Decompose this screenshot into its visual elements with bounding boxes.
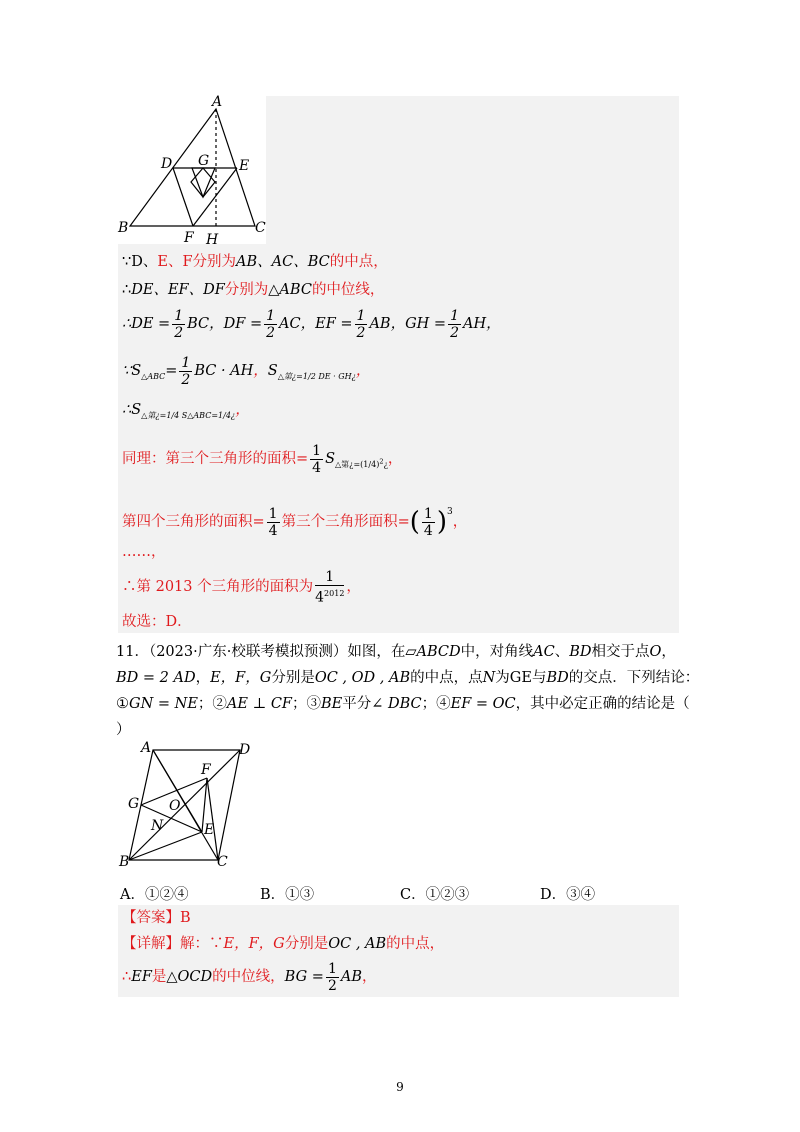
sol-ellipsis: ……， bbox=[122, 544, 166, 560]
label-F: F bbox=[201, 762, 211, 778]
label-C: C bbox=[255, 220, 266, 236]
q11-midline: ∴EF是△OCD的中位线，BG = $\frac{1}{2}$ AB， bbox=[122, 960, 377, 994]
label-D: D bbox=[161, 156, 173, 172]
sol-equations: ∴DE = $\frac{1}{2}$ BC，DF = $\frac{1}{2}$ AC，EF = $\frac{1}{2}$ AB，GH = $\frac{1}{2}$ AH， bbox=[122, 307, 501, 341]
q11-line4: ） bbox=[116, 722, 131, 738]
sol-fourth-triangle: 第四个三角形的面积= $\frac{1}{4}$ 第三个三角形面积=( $\frac{1}{4}$ )$^3$， bbox=[122, 505, 468, 539]
label-N: N bbox=[151, 818, 164, 834]
page-number: 9 bbox=[396, 1080, 404, 1094]
label-H: H bbox=[206, 232, 219, 246]
sol-so-area: $\therefore S_{\triangle 第¿=1/4 S\triangle ABC=1/4¿}$， bbox=[122, 402, 250, 420]
label-E: E bbox=[239, 158, 250, 174]
choice-d: D．③④ bbox=[540, 887, 596, 903]
label-B: B bbox=[119, 854, 130, 870]
label-A: A bbox=[212, 94, 223, 110]
sol-area-formula: $\because S_{\triangle ABC}=$ $\frac{1}{2}$ BC · AH，$S_{\triangle 第¿=1/2 DE \cdot GH¿}$， bbox=[122, 354, 371, 388]
q11-detail: 【详解】解：∵E，F，G分别是OC , AB的中点， bbox=[122, 936, 445, 952]
label-C: C bbox=[217, 854, 228, 870]
sol-answer: 故选：D． bbox=[122, 614, 192, 630]
label-G: G bbox=[198, 153, 210, 169]
sol-conclusion: ∴第 2013 个三角形的面积为 $\frac{1}{4^{2012}}$ ， bbox=[122, 568, 361, 606]
label-F: F bbox=[184, 230, 194, 246]
q11-line3: ①GN = NE；②AE ⊥ CF；③BE平分∠ DBC；④EF = OC，其中必定正确的结论是（ bbox=[116, 696, 690, 712]
sol-third-triangle: 同理：第三个三角形的面积= $\frac{1}{4}$ $S_{\triangle 第¿=(1/4)^2¿}$， bbox=[122, 442, 403, 476]
choice-c: C．①②③ bbox=[400, 887, 470, 903]
q11-line1: 11．（2023·广东·校联考模拟预测）如图，在▱ABCD中，对角线AC、BD相交于点O， bbox=[116, 644, 676, 660]
choice-a: A．①②④ bbox=[120, 887, 189, 903]
label-O: O bbox=[169, 798, 181, 814]
label-D: D bbox=[239, 742, 251, 758]
label-A: A bbox=[141, 740, 152, 756]
choice-b: B．①③ bbox=[260, 887, 315, 903]
sol-because-midpoints: ∵D、E、F分别为AB、AC、BC的中点， bbox=[122, 254, 388, 270]
label-E: E bbox=[204, 822, 215, 838]
triangle-figure bbox=[115, 92, 267, 246]
sol-midlines: ∴DE、EF、DF分别为△ABC的中位线， bbox=[122, 282, 385, 298]
label-G: G bbox=[128, 796, 140, 812]
q11-line2: BD = 2 AD，E，F，G分别是OC , OD , AB的中点，点N为GE与BD的交点．下列结论： bbox=[116, 670, 700, 686]
label-B: B bbox=[118, 220, 129, 236]
solution-shade-top bbox=[266, 96, 679, 244]
parallelogram-figure bbox=[115, 740, 255, 872]
q11-answer: 【答案】B bbox=[122, 910, 191, 926]
